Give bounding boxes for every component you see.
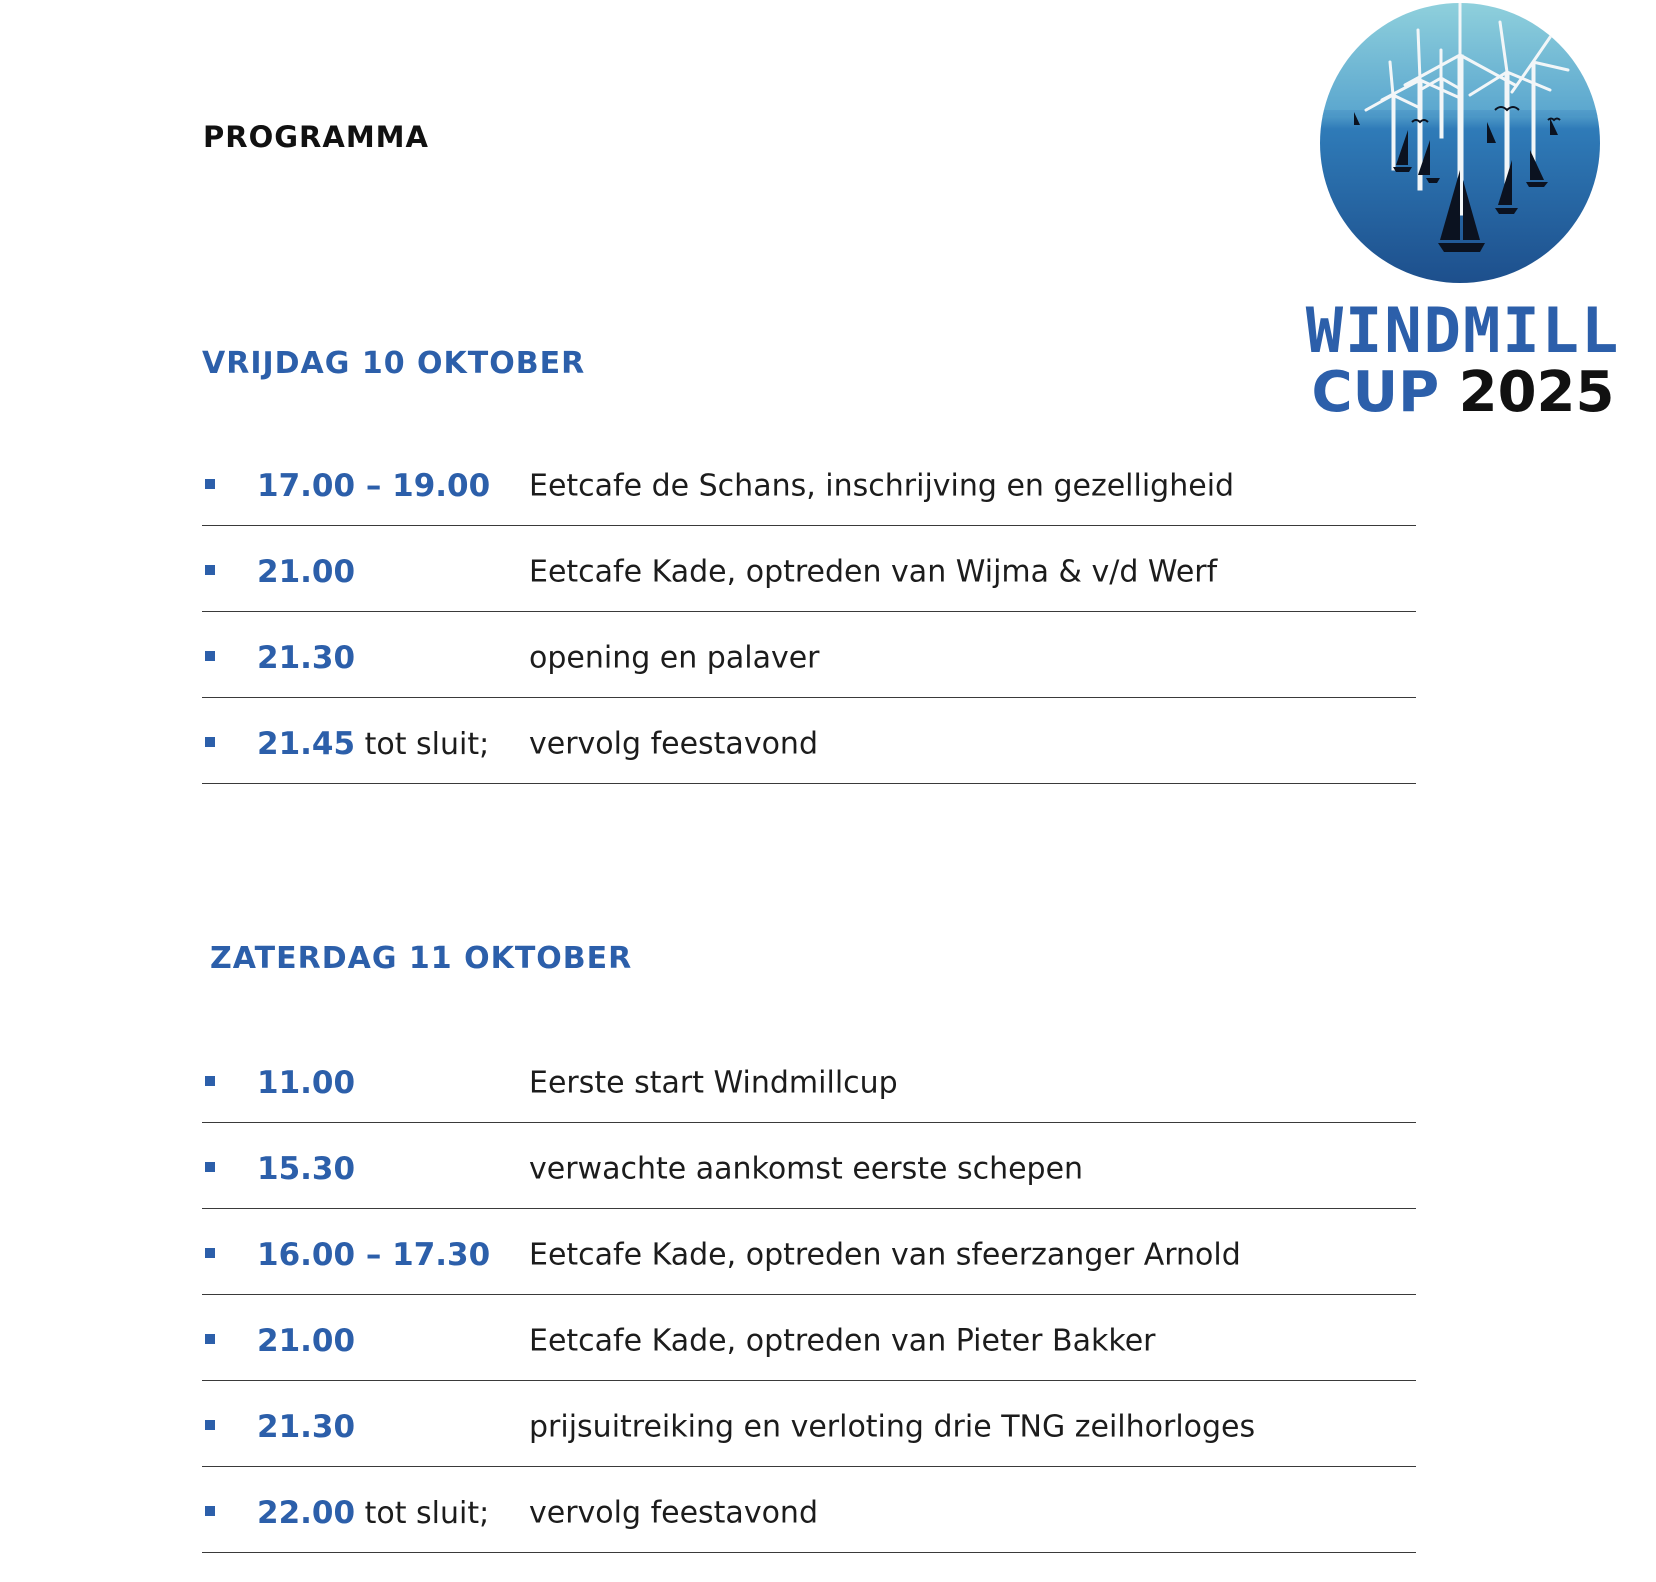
schedule-description: vervolg feestavond xyxy=(529,725,818,761)
schedule-description: prijsuitreiking en verloting drie TNG zeilhorloges xyxy=(529,1408,1256,1444)
page-title: PROGRAMMA xyxy=(203,120,429,154)
schedule-time: 11.00 xyxy=(257,1064,356,1101)
logo-title-cup-year xyxy=(1270,362,1656,424)
bullet-icon xyxy=(205,479,215,489)
schedule-description: Eetcafe Kade, optreden van Pieter Bakker xyxy=(529,1322,1156,1358)
schedule-time: 15.30 xyxy=(257,1150,356,1187)
day-heading-friday: VRIJDAG 10 OKTOBER xyxy=(202,346,586,381)
schedule-description: opening en palaver xyxy=(529,639,820,675)
schedule-description: Eetcafe Kade, optreden van Wijma & v/d Werf xyxy=(529,553,1218,589)
schedule-row xyxy=(202,440,1416,526)
bullet-icon xyxy=(205,1420,215,1430)
schedule-row xyxy=(202,1123,1416,1209)
bullet-icon xyxy=(205,1506,215,1516)
schedule-time: 21.00 xyxy=(257,553,356,590)
logo-title-windmill: WINDMILL xyxy=(1305,294,1621,367)
schedule-time: 21.45 tot sluit; xyxy=(257,725,490,762)
schedule-description: vervolg feestavond xyxy=(529,1494,818,1530)
schedule-time: 21.30 xyxy=(257,639,356,676)
schedule-time: 21.00 xyxy=(257,1322,356,1359)
bullet-icon xyxy=(205,1248,215,1258)
windmill-cup-logo xyxy=(1270,0,1656,430)
schedule-description: Eetcafe Kade, optreden van sfeerzanger Arnold xyxy=(529,1236,1241,1272)
schedule-row xyxy=(202,1295,1416,1381)
schedule-friday xyxy=(202,440,1416,784)
schedule-row xyxy=(202,1381,1416,1467)
bullet-icon xyxy=(205,651,215,661)
schedule-row xyxy=(202,526,1416,612)
schedule-description: Eetcafe de Schans, inschrijving en gezelligheid xyxy=(529,467,1235,503)
schedule-row xyxy=(202,612,1416,698)
schedule-row xyxy=(202,1209,1416,1295)
schedule-row xyxy=(202,1467,1416,1553)
bullet-icon xyxy=(205,1076,215,1086)
day-heading-saturday: ZATERDAG 11 OKTOBER xyxy=(210,941,633,976)
bullet-icon xyxy=(205,737,215,747)
schedule-time: 21.30 xyxy=(257,1408,356,1445)
schedule-time: 17.00 – 19.00 xyxy=(257,467,491,504)
logo-cup: CUP xyxy=(1311,360,1440,425)
logo-year: 2025 xyxy=(1458,360,1615,425)
bullet-icon xyxy=(205,565,215,575)
schedule-description: verwachte aankomst eerste schepen xyxy=(529,1150,1084,1186)
windmill-sailboat-emblem xyxy=(1300,0,1600,290)
schedule-row xyxy=(202,698,1416,784)
bullet-icon xyxy=(205,1162,215,1172)
schedule-row xyxy=(202,1037,1416,1123)
bullet-icon xyxy=(205,1334,215,1344)
schedule-saturday xyxy=(202,1037,1416,1553)
schedule-description: Eerste start Windmillcup xyxy=(529,1064,898,1100)
schedule-time: 16.00 – 17.30 xyxy=(257,1236,491,1273)
schedule-time: 22.00 tot sluit; xyxy=(257,1494,490,1531)
